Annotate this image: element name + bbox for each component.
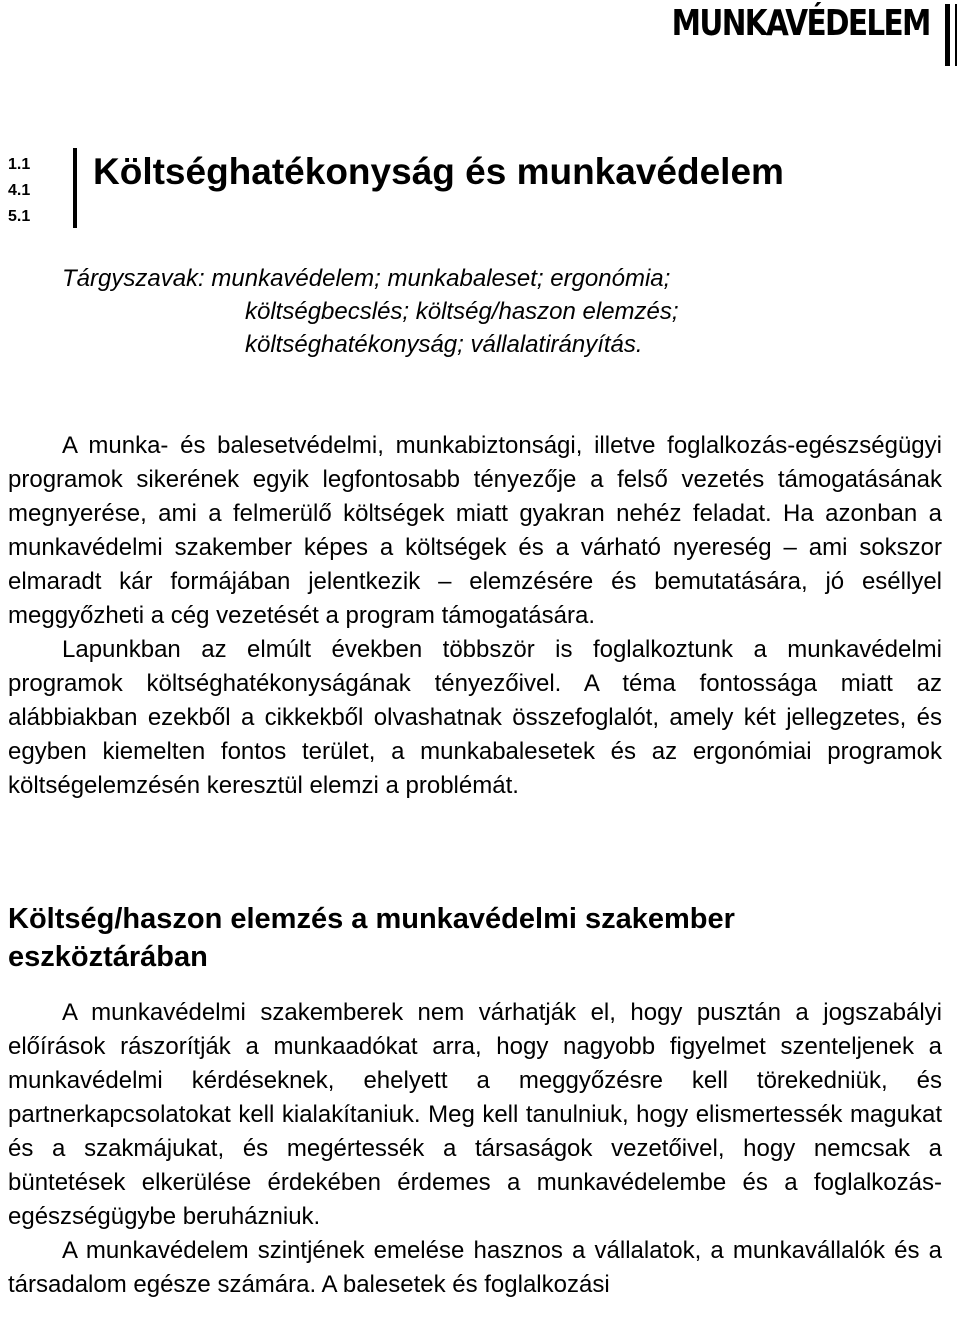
paragraph: Lapunkban az elmúlt években többször is foglalkoztunk a munkavédelmi programok költséghatékonyságának tényezőivel. A téma fontossága miatt az alábbiakban ezekből a cikkekből olvashatnak összefoglalót, amely két jellegzetes, és egyben kiemelten fontos terület, a munkabalesetek és az ergonómiai programok költségelemzésén keresztül elemzi a problémát. (8, 636, 942, 799)
keywords-line: költségbecslés; költség/haszon elemzés; (245, 298, 679, 325)
paragraph: A munkavédelem szintjének emelése hasznos a vállalatok, a munkavállalók és a társadalom egésze számára. A balesetek és foglalkozási (8, 1237, 942, 1298)
paragraph: A munkavédelmi szakemberek nem várhatják el, hogy pusztán a jogszabályi előírások rászorítják a munkaadókat arra, hogy nagyobb figyelmet szenteljenek a munkavédelmi kérdéseknek, ehelyett a meggyőzésre kell törekedniük, és partnerkapcsolatokat kell kialakítaniuk. Meg kell tanulniuk, hogy elismertessék magukat és a szakmájukat, és megértessék a társaságok vezetőivel, hogy nemcsak a büntetések elkerülése érdekében érdemes a munkavédelembe és a foglalkozás-egészségügybe beruházniuk. (8, 999, 942, 1230)
keywords-text: munkavédelem; munkabaleset; ergonómia; (211, 265, 671, 292)
section-code: 1.1 (8, 156, 31, 173)
article-title: Költséghatékonyság és munkavédelem (93, 151, 784, 192)
journal-section-title: MUNKAVÉDELEM (671, 3, 930, 44)
codes-divider (73, 148, 77, 228)
header-bar-thick (945, 4, 950, 66)
keywords-label: Tárgyszavak: (62, 265, 205, 292)
section-heading: Költség/haszon elemzés a munkavédelmi szakember eszköztárában (8, 903, 735, 973)
section-code: 4.1 (8, 182, 31, 199)
section-code: 5.1 (8, 208, 31, 225)
keywords-line: költséghatékonyság; vállalatirányítás. (245, 331, 643, 358)
header-bar-thin (955, 4, 957, 66)
keywords-line (62, 262, 679, 295)
paragraph: A munka- és balesetvédelmi, munkabiztonsági, illetve foglalkozás-egészségügyi programok sikerének egyik legfontosabb tényezője a felső vezetés támogatásának megnyerése, ami a felmerülő költségek miatt gyakran nehéz feladat. Ha azonban a munkavédelmi szakember képes a költségek és a várható nyereség – ami sokszor elmaradt kár formájában jelentkezik – elemzésére és bemutatására, jó eséllyel meggyőzheti a cég vezetését a program támogatására. (8, 432, 942, 629)
section-text (8, 996, 942, 1302)
intro-text (8, 429, 942, 803)
keywords-block (62, 262, 679, 361)
section-codes (8, 152, 30, 230)
